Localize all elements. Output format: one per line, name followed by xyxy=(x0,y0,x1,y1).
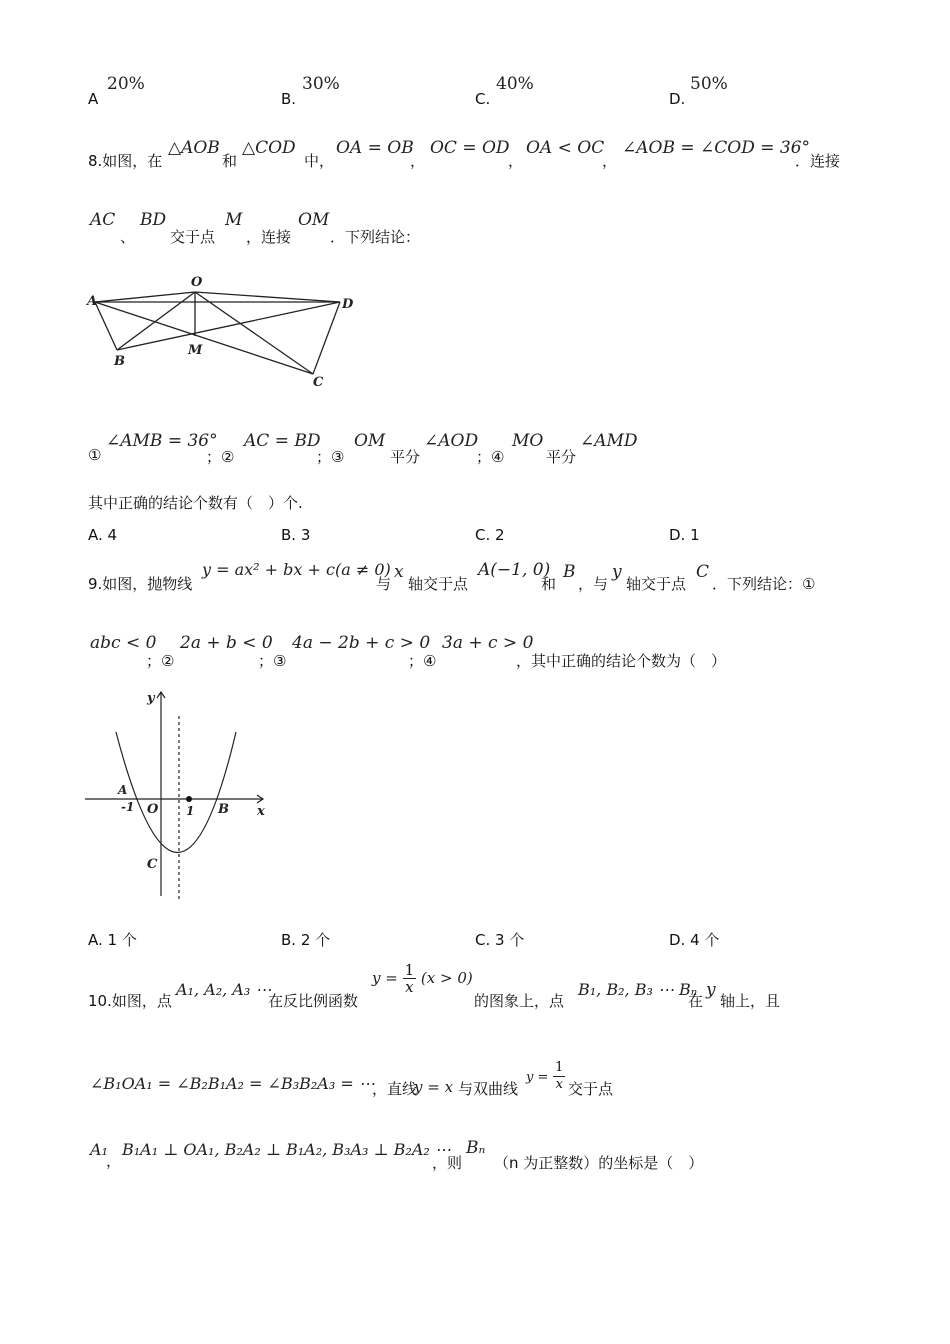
line-od xyxy=(195,292,340,302)
q7-option-d-value: 50% xyxy=(690,74,728,94)
q7-option-c-value: 40% xyxy=(496,74,534,94)
q10-text-on: 在 xyxy=(688,992,704,1010)
q8-c4-math2: ∠AMD xyxy=(580,431,638,451)
q10-text-on-func: 在反比例函数 xyxy=(268,992,359,1010)
q9-option-b: B. 2 个 xyxy=(281,931,331,949)
q10-h-lhs: y = xyxy=(526,1070,549,1085)
q8-c2-math: AC = BD xyxy=(244,431,321,451)
q9-s3: ；④ xyxy=(408,652,437,670)
q10-points-b: B₁, B₂, B₃ ⋯ Bₙ xyxy=(578,980,698,999)
label-a: A xyxy=(118,783,128,797)
q10-text-hyperbola: 与双曲线 xyxy=(458,1080,519,1098)
q8-text-connect: ．连接 xyxy=(795,152,841,170)
label-o: O xyxy=(191,275,203,290)
q10-hyperbola xyxy=(526,1060,565,1093)
q8-c4-text: 平分 xyxy=(546,448,577,466)
q10-text-line: ，直线 xyxy=(372,1080,418,1098)
label-m: M xyxy=(188,343,203,358)
line-ao xyxy=(95,292,195,302)
q10-points-a: A₁, A₂, A₃ ⋯ xyxy=(176,980,272,999)
q8-option-d: D. 1 xyxy=(669,526,700,544)
q8-text-connect2: ，连接 xyxy=(246,228,292,246)
q8-c3-marker: ；③ xyxy=(316,448,345,466)
q9-text-with2: ，与 xyxy=(578,575,609,593)
q8-c4-marker: ；④ xyxy=(476,448,505,466)
q8-eq-oc-od: OC = OD xyxy=(430,138,510,158)
q9-text-and: 和 xyxy=(541,575,557,593)
q8-question: 其中正确的结论个数有（ ）个. xyxy=(88,494,303,512)
q10-text-intersect: 交于点 xyxy=(568,1080,614,1098)
q9-number: 9.如图，抛物线 xyxy=(88,575,193,593)
q8-sep-1: ， xyxy=(410,152,426,170)
line-ac xyxy=(95,302,313,374)
q9-parabola-figure xyxy=(85,686,275,906)
q8-text-conclusions: ．下列结论： xyxy=(330,228,421,246)
label-c: C xyxy=(313,375,324,390)
q8-sep-dun: 、 xyxy=(120,228,136,246)
q9-text-axis: 轴交于点 xyxy=(408,575,469,593)
q10-fn-lhs: y = xyxy=(372,969,398,987)
q8-text-intersect: 交于点 xyxy=(170,228,216,246)
q7-option-a-label: A xyxy=(88,90,99,108)
q9-parabola-eq: y = ax² + bx + c(a ≠ 0) xyxy=(202,560,391,579)
q8-option-c: C. 2 xyxy=(475,526,505,544)
q7-option-b-label: B. xyxy=(281,90,297,108)
q9-text-axis2: 轴交于点 xyxy=(626,575,687,593)
q8-c2-marker: ；② xyxy=(206,448,235,466)
q9-point-a: A(−1, 0) xyxy=(478,560,551,580)
q8-c3-math: OM xyxy=(354,431,386,451)
q10-text-then: ，则 xyxy=(432,1154,463,1172)
q9-x: x xyxy=(394,562,404,582)
point-one xyxy=(186,796,192,802)
q10-number: 10.如图，点 xyxy=(88,992,172,1010)
q10-fn-fraction xyxy=(403,962,417,995)
q9-c1-math: abc < 0 xyxy=(90,633,157,653)
q9-s1: ；② xyxy=(146,652,175,670)
q8-option-a: A. 4 xyxy=(88,526,118,544)
q8-eq-oa-ob: OA = OB xyxy=(336,138,414,158)
q8-geometry-figure xyxy=(85,272,365,392)
label-b: B xyxy=(218,802,229,817)
q7-option-c-label: C. xyxy=(475,90,491,108)
q8-seg-bd: BD xyxy=(140,210,167,230)
q10-text-axis: 轴上，且 xyxy=(720,992,781,1010)
q7-option-a-value: 20% xyxy=(107,74,145,94)
q10-fn-cond: (x > 0) xyxy=(420,969,473,987)
q8-text-mid: 中， xyxy=(304,152,335,170)
q10-bn: Bₙ xyxy=(466,1138,486,1158)
q8-c1-math: ∠AMB = 36° xyxy=(106,431,218,451)
q10-text-graph: 的图象上，点 xyxy=(474,992,565,1010)
q8-seg-om: OM xyxy=(298,210,330,230)
q9-c2-math: 2a + b < 0 xyxy=(180,633,273,653)
q9-question: ，其中正确的结论个数为（ ） xyxy=(516,652,727,670)
q8-ineq-oa-oc: OA < OC xyxy=(526,138,605,158)
q10-h-den: x xyxy=(555,1077,563,1092)
q9-option-c: C. 3 个 xyxy=(475,931,525,949)
q8-c3-math2: ∠AOD xyxy=(424,431,479,451)
q7-option-b-value: 30% xyxy=(302,74,340,94)
q9-s2: ；③ xyxy=(258,652,287,670)
q8-sep-3: ， xyxy=(602,152,618,170)
label-o: O xyxy=(147,802,159,817)
q10-line-eq: y = x xyxy=(414,1078,454,1096)
label-neg1: -1 xyxy=(121,800,135,814)
label-c: C xyxy=(147,857,158,872)
q10-a1: A₁ xyxy=(90,1140,108,1159)
line-dc xyxy=(313,302,340,374)
q9-point-c: C xyxy=(696,562,710,582)
q10-function xyxy=(372,962,473,995)
parabola-curve xyxy=(116,732,236,853)
q10-h-num: 1 xyxy=(555,1060,564,1075)
q10-fn-num: 1 xyxy=(404,961,415,979)
q10-h-fraction xyxy=(553,1060,565,1093)
label-x: x xyxy=(257,804,265,819)
q10-fn-den: x xyxy=(405,978,414,996)
q9-option-a: A. 1 个 xyxy=(88,931,137,949)
q8-c3-text: 平分 xyxy=(390,448,421,466)
q9-point-b: B xyxy=(563,562,576,582)
q10-perpendiculars: B₁A₁ ⊥ OA₁, B₂A₂ ⊥ B₁A₂, B₃A₃ ⊥ B₂A₂ ⋯ xyxy=(122,1140,451,1159)
line-oc xyxy=(195,292,313,374)
q9-y: y xyxy=(612,562,622,582)
q9-text-with: 与 xyxy=(376,575,392,593)
q9-c3-math: 4a − 2b + c > 0 xyxy=(292,633,431,653)
label-d: D xyxy=(342,297,354,312)
q8-c1-marker: ① xyxy=(88,446,102,464)
q8-eq-angles: ∠AOB = ∠COD = 36° xyxy=(622,138,811,158)
q10-y: y xyxy=(706,980,716,1000)
label-one: 1 xyxy=(186,804,195,818)
q10-question: （n 为正整数）的坐标是（ ） xyxy=(494,1154,704,1172)
q8-text-and: 和 xyxy=(222,152,238,170)
q8-c4-math: MO xyxy=(512,431,544,451)
line-bd xyxy=(117,302,340,350)
q8-option-b: B. 3 xyxy=(281,526,311,544)
q9-text-conclusions: ．下列结论：① xyxy=(712,575,816,593)
q8-seg-ac: AC xyxy=(90,210,116,230)
q7-option-d-label: D. xyxy=(669,90,686,108)
q9-c4-math: 3a + c > 0 xyxy=(442,633,534,653)
q8-number: 8.如图，在 xyxy=(88,152,163,170)
label-a: A xyxy=(87,294,98,309)
label-b: B xyxy=(114,354,125,369)
q8-sep-2: ， xyxy=(508,152,524,170)
q10-angles: ∠B₁OA₁ = ∠B₂B₁A₂ = ∠B₃B₂A₃ = ⋯ xyxy=(90,1074,375,1093)
q8-point-m: M xyxy=(225,210,243,230)
q10-sep: ， xyxy=(106,1152,122,1170)
q8-triangle-aob: △AOB xyxy=(168,138,220,158)
label-y: y xyxy=(147,691,155,706)
line-ab xyxy=(95,302,117,350)
q9-option-d: D. 4 个 xyxy=(669,931,720,949)
q8-triangle-cod: △COD xyxy=(242,138,296,158)
